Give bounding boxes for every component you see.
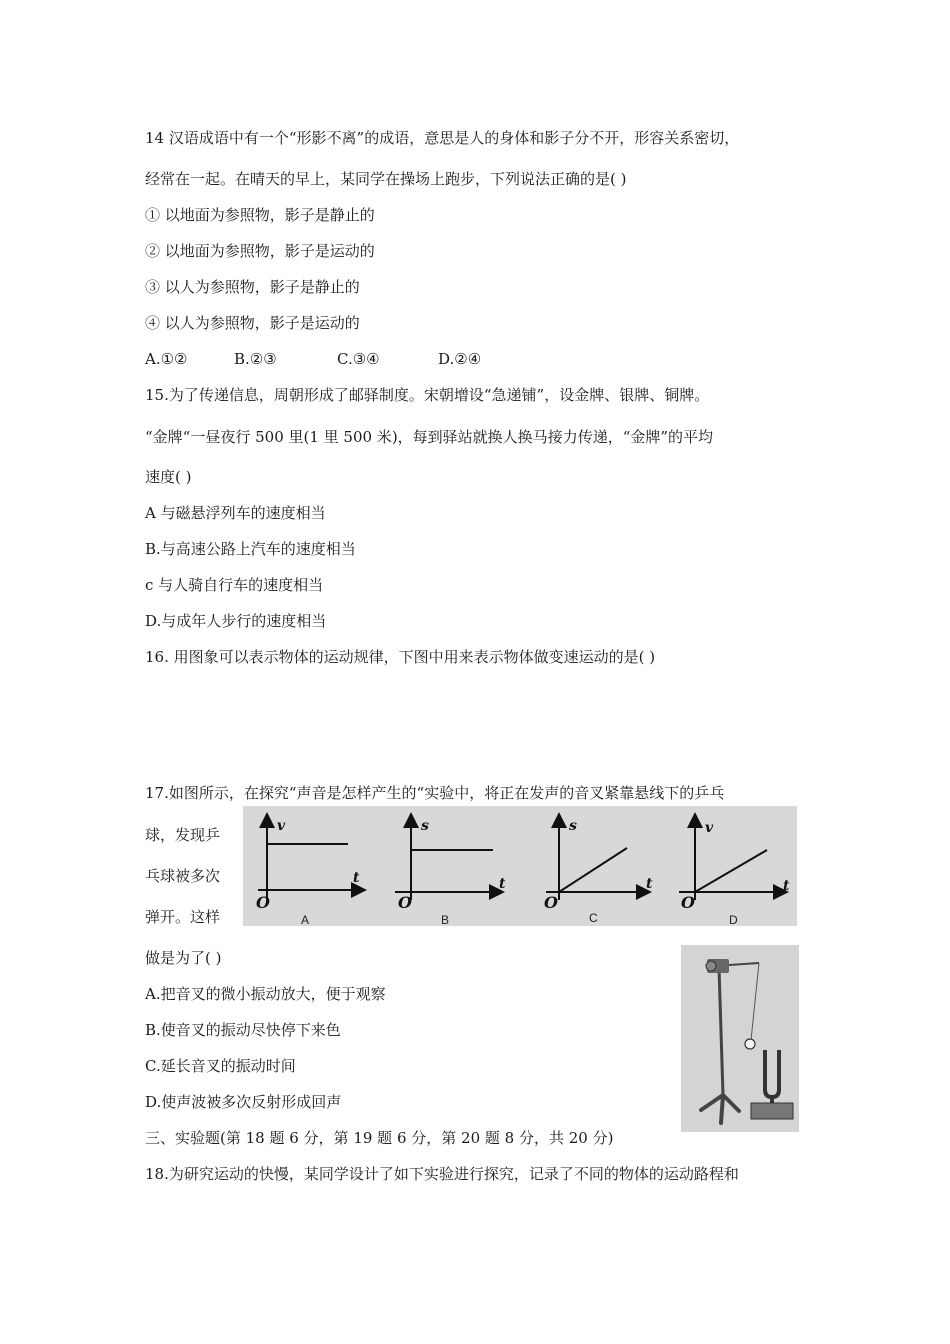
q14-statement-4: ④ 以人为参照物，影子是运动的 [145,314,360,332]
stand-pole-icon [719,967,723,1095]
graph-a-x-label: t [353,870,360,886]
graph-d-y-label: v [705,820,714,836]
graph-d-line [695,850,767,892]
q14-line2: 经常在一起。在晴天的早上，某同学在操场上跑步，下列说法正确的是( ) [145,170,627,188]
graph-b-label: B [441,913,450,926]
graph-c-x-label: t [646,876,653,892]
q14-option-d: D.②④ [438,350,482,368]
tuning-fork-apparatus-svg [681,945,799,1132]
graph-b-y-label: s [421,818,429,834]
q15-option-a: A 与磁悬浮列车的速度相当 [145,504,326,522]
thread-icon [751,963,759,1040]
graph-c-line [559,848,627,892]
stand-arm-icon [729,963,759,965]
q15-option-b: B.与高速公路上汽车的速度相当 [145,540,356,558]
q14-statement-1: ① 以地面为参照物，影子是静止的 [145,206,375,224]
q17-wrap-2: 乓球被多次 [145,867,221,885]
q14-option-c: C.③④ [337,350,380,368]
graph-b-origin: O [398,893,412,912]
q17-option-b: B.使音叉的振动尽快停下来色 [145,1021,341,1039]
graph-a [256,816,363,926]
graph-c [544,816,653,925]
q17-line1: 17.如图所示，在探究“声音是怎样产生的“实验中，将正在发声的音叉紧靠悬线下的乒乓 [145,784,725,802]
q14-option-b: B.②③ [234,350,277,368]
q15-option-c: c 与人骑自行车的速度相当 [145,576,324,594]
q15-line1: 15.为了传递信息，周朝形成了邮驿制度。宋朝增设“急递铺”，设金牌、银牌、铜牌。 [145,386,710,404]
q17-wrap-1: 球，发现乒 [145,826,221,844]
graph-c-y-label: s [569,818,577,834]
graph-a-label: A [301,913,310,926]
graph-d-origin: O [681,893,695,912]
section-3-title: 三、实验题(第 18 题 6 分，第 19 题 6 分，第 20 题 8 分，共 20 分) [145,1129,614,1147]
graph-a-origin: O [256,893,270,912]
graph-b [395,816,506,926]
motion-graphs-figure [243,806,797,926]
q15-line3: 速度( ) [145,468,192,486]
graph-a-y-label: v [277,818,286,834]
q18-line1: 18.为研究运动的快慢，某同学设计了如下实验进行探究，记录了不同的物体的运动路程和 [145,1165,739,1183]
q14-statement-3: ③ 以人为参照物，影子是静止的 [145,278,360,296]
tuning-fork-icon [765,1050,779,1097]
q17-option-a: A.把音叉的微小振动放大，便于观察 [145,985,386,1003]
q17-option-c: C.延长音叉的振动时间 [145,1057,296,1075]
q17-line5: 做是为了( ) [145,949,222,967]
q17-wrap-3: 弹开。这样 [145,908,221,926]
graph-d-x-label: t [783,878,790,894]
graph-d [679,816,790,926]
ping-pong-ball-icon [745,1039,755,1049]
graph-c-label: C [589,911,598,925]
tuning-fork-apparatus-figure [681,945,799,1132]
q14-statement-2: ② 以地面为参照物，影子是运动的 [145,242,375,260]
q14-line1: 14 汉语成语中有一个“形影不离”的成语，意思是人的身体和影子分不开，形容关系密切， [145,129,740,147]
graph-b-x-label: t [499,876,506,892]
graph-d-label: D [729,913,738,926]
q14-option-a: A.①② [145,350,188,368]
stand-base-icon [701,1095,739,1123]
motion-graphs-svg [243,806,797,926]
graph-c-origin: O [544,893,558,912]
q17-option-d: D.使声波被多次反射形成回声 [145,1093,342,1111]
q15-line2: “金牌“一昼夜行 500 里(1 里 500 米)，每到驿站就换人换马接力传递，“金牌”的平均 [145,428,714,446]
fork-base-icon [751,1103,793,1119]
q15-option-d: D.与成年人步行的速度相当 [145,612,327,630]
q16-line1: 16. 用图象可以表示物体的运动规律，下图中用来表示物体做变速运动的是( ) [145,648,656,666]
